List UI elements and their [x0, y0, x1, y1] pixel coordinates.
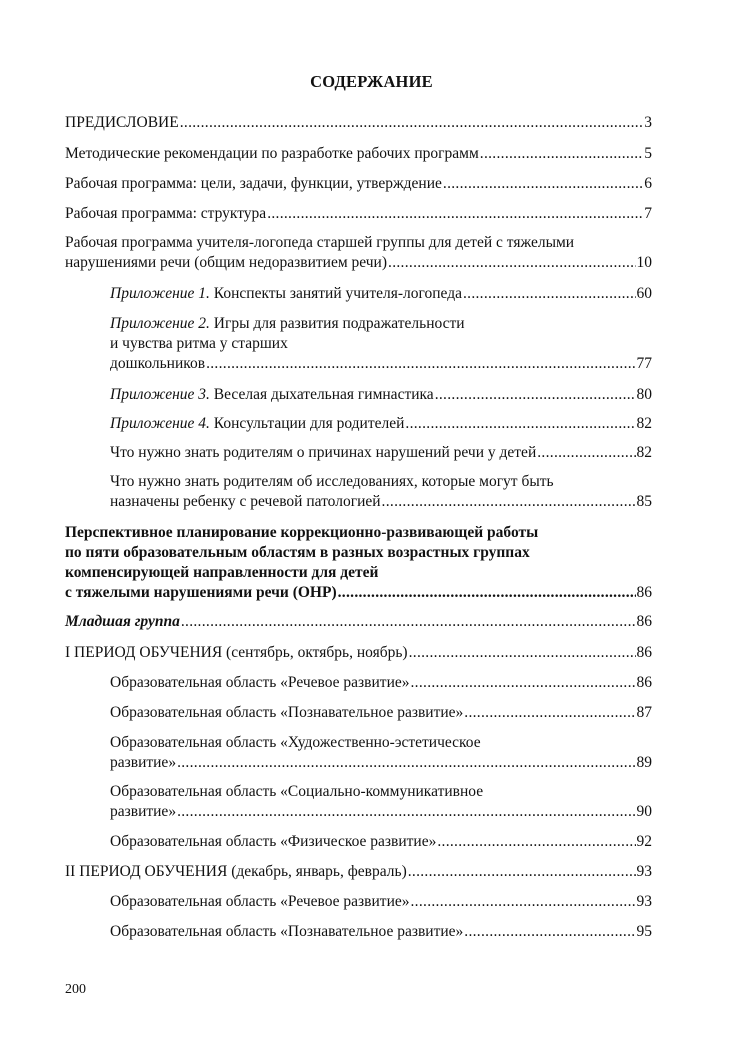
toc-entry-appendix-3[interactable] — [110, 385, 652, 405]
toc-entry-text-line — [110, 314, 652, 334]
toc-entry-text: Образовательная область «Познавательное развитие» — [110, 704, 464, 721]
toc-entry-junior-group[interactable] — [65, 612, 652, 632]
dot-leader — [443, 174, 643, 194]
toc-page-number: 86 — [636, 674, 652, 691]
toc-entry-parents-causes[interactable] — [110, 443, 652, 463]
toc-entry-p2-cognitive[interactable] — [110, 922, 652, 942]
toc-entry-text: дошкольников — [110, 355, 206, 372]
dot-leader — [382, 492, 636, 512]
toc-entry-text: назначены ребенку с речевой патологией — [110, 493, 381, 510]
toc-page-number: 10 — [636, 254, 652, 271]
appendix-title: Конспекты занятий учителя-логопеда — [209, 285, 462, 302]
toc-entry-text: с тяжелыми нарушениями речи (ОНР) — [65, 584, 337, 601]
dot-leader — [177, 802, 635, 822]
toc-page-number: 86 — [636, 613, 652, 630]
toc-title: СОДЕРЖАНИЕ — [310, 72, 433, 91]
toc-entry-p1-physical[interactable] — [110, 832, 652, 852]
appendix-title: Веселая дыхательная гимнастика — [209, 386, 434, 403]
toc-entry-appendix-1[interactable] — [110, 284, 652, 304]
toc-entry-text-line: по пяти образовательным областям в разных возрастных группах — [65, 544, 530, 561]
appendix-label: Приложение 1. — [110, 285, 210, 302]
toc-entry-text-line: Образовательная область «Художественно-эстетическое — [110, 734, 481, 751]
toc-page-number: 7 — [644, 205, 652, 222]
dot-leader — [181, 612, 636, 632]
toc-entry-period-1[interactable] — [65, 643, 652, 663]
dot-leader — [206, 354, 635, 374]
page-number-footer: 200 — [65, 982, 86, 997]
toc-entry-text: Образовательная область «Речевое развитие» — [110, 674, 410, 691]
toc-page-number: 60 — [636, 285, 652, 302]
toc-page-number: 87 — [636, 704, 652, 721]
dot-leader — [180, 113, 644, 133]
toc-entry-p1-cognitive[interactable] — [110, 703, 652, 723]
dot-leader — [464, 922, 635, 942]
dot-leader — [267, 204, 643, 224]
toc-entry-text: Образовательная область «Речевое развитие» — [110, 893, 410, 910]
toc-entry-guidelines[interactable] — [65, 144, 652, 164]
toc-entry-p1-speech[interactable] — [110, 673, 652, 693]
toc-page-number: 80 — [636, 386, 652, 403]
dot-leader — [537, 443, 635, 463]
dot-leader — [437, 832, 635, 852]
toc-entry-text-line: и чувства ритма у старших — [110, 335, 288, 352]
toc-page-number: 6 — [644, 175, 652, 192]
toc-entry-text-line: компенсирующей направленности для детей — [65, 564, 379, 581]
toc-page-number: 85 — [636, 493, 652, 510]
toc-page-number: 82 — [636, 444, 652, 461]
appendix-title: Игры для развития подражательности — [209, 315, 465, 332]
appendix-label: Приложение 2. — [110, 315, 210, 332]
toc-page-number: 93 — [636, 863, 652, 880]
toc-entry-appendix-2[interactable] — [110, 314, 652, 374]
dot-leader — [408, 862, 636, 882]
toc-entry-text: Методические рекомендации по разработке рабочих программ — [65, 145, 479, 162]
dot-leader — [411, 673, 636, 693]
toc-entry-text: Образовательная область «Физическое развитие» — [110, 833, 437, 850]
toc-entry-text-line: Образовательная область «Социально-коммуникативное — [110, 783, 484, 800]
toc-entry-text: развитие» — [110, 754, 177, 771]
toc-entry-text-line: Перспективное планирование коррекционно-развивающей работы — [65, 524, 539, 541]
toc-entry-text-line: Рабочая программа учителя-логопеда старшей группы для детей с тяжелыми — [65, 234, 575, 251]
dot-leader — [338, 583, 636, 603]
toc-entry-text: Что нужно знать родителям о причинах нарушений речи у детей — [110, 444, 537, 461]
toc-entry-text — [110, 284, 462, 304]
toc-entry-text: Образовательная область «Познавательное развитие» — [110, 923, 464, 940]
toc-page-number: 89 — [636, 754, 652, 771]
toc-page-number: 93 — [636, 893, 652, 910]
toc-page-number: 82 — [636, 415, 652, 432]
appendix-label: Приложение 3. — [110, 386, 210, 403]
toc-entry-text — [110, 414, 404, 434]
appendix-label: Приложение 4. — [110, 415, 210, 432]
toc-entry-p2-speech[interactable] — [110, 892, 652, 912]
toc-page-number: 86 — [636, 584, 652, 601]
toc-entry-parents-examinations[interactable] — [110, 472, 652, 512]
dot-leader — [464, 703, 635, 723]
dot-leader — [411, 892, 636, 912]
toc-entry-text: Рабочая программа: цели, задачи, функции, утверждение — [65, 175, 442, 192]
dot-leader — [388, 253, 635, 273]
toc-entry-perspective-planning[interactable] — [65, 523, 652, 603]
toc-page-number: 86 — [636, 644, 652, 661]
toc-page-number: 5 — [644, 145, 652, 162]
toc-entry-p1-artistic[interactable] — [110, 733, 652, 773]
toc-page-number: 3 — [644, 114, 652, 131]
toc-entry-text: ПРЕДИСЛОВИЕ — [65, 114, 179, 131]
dot-leader — [480, 144, 643, 164]
toc-entry-text: нарушениями речи (общим недоразвитием речи) — [65, 254, 388, 271]
toc-entry-text: I ПЕРИОД ОБУЧЕНИЯ (сентябрь, октябрь, ноябрь) — [65, 644, 408, 661]
toc-entry-program-goals[interactable] — [65, 174, 652, 194]
toc-entry-period-2[interactable] — [65, 862, 652, 882]
toc-page-number: 77 — [636, 355, 652, 372]
toc-entry-preface[interactable] — [65, 113, 652, 133]
dot-leader — [409, 643, 636, 663]
toc-entry-text: развитие» — [110, 803, 177, 820]
toc-entry-text: Рабочая программа: структура — [65, 205, 267, 222]
toc-entry-appendix-4[interactable] — [110, 414, 652, 434]
dot-leader — [405, 414, 635, 434]
toc-entry-text: II ПЕРИОД ОБУЧЕНИЯ (декабрь, январь, февраль) — [65, 863, 407, 880]
toc-entry-speech-therapist-program[interactable] — [65, 233, 652, 273]
toc-page-number: 90 — [636, 803, 652, 820]
toc-page-number: 95 — [636, 923, 652, 940]
dot-leader — [463, 284, 636, 304]
toc-entry-p1-social[interactable] — [110, 782, 652, 822]
toc-entry-text: Младшая группа — [65, 613, 180, 630]
appendix-title: Консультации для родителей — [209, 415, 405, 432]
dot-leader — [177, 753, 635, 773]
toc-page-number: 92 — [636, 833, 652, 850]
dot-leader — [435, 385, 636, 405]
toc-entry-text — [110, 385, 434, 405]
toc-entry-program-structure[interactable] — [65, 204, 652, 224]
toc-entry-text-line: Что нужно знать родителям об исследованиях, которые могут быть — [110, 473, 554, 490]
